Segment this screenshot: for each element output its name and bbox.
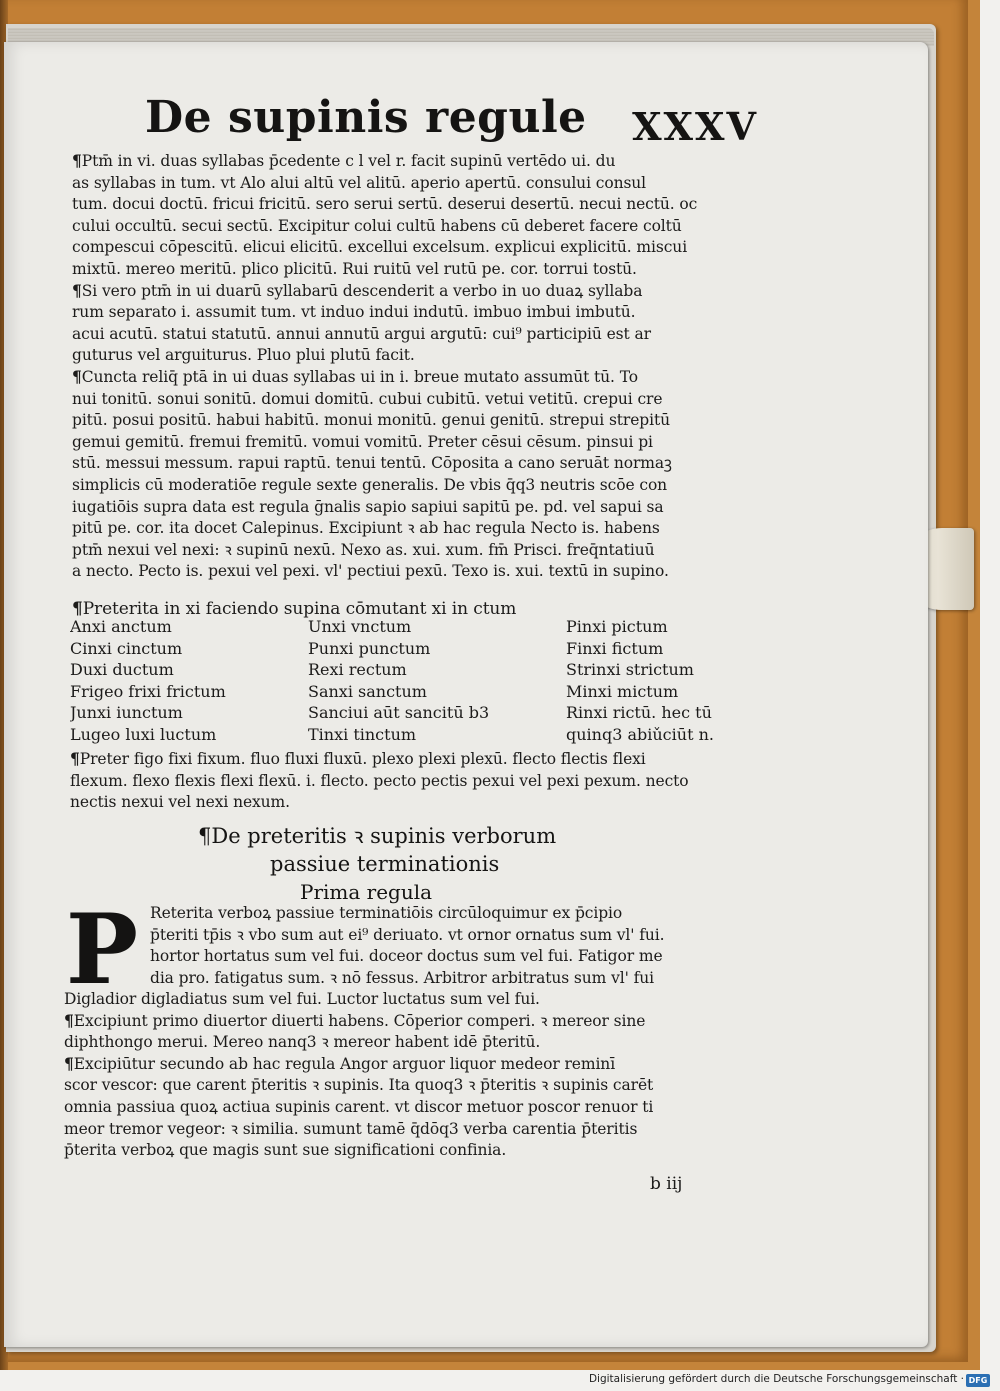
body-text-line: simplicis cū moderatiōe regule sexte generalis. De vbis q̄q3 neutris scōe con	[72, 476, 668, 494]
table-cell: Sanciui aūt sancitū b3	[308, 703, 490, 722]
paragraph-mark: ¶	[72, 599, 83, 619]
table-cell: Pinxi pictum	[566, 617, 668, 636]
page-heading: De supinis regule	[145, 92, 587, 143]
body-text-line: ¶Cuncta reliq̄ ptā in ui duas syllabas ui in i. breue mutato assumūt tū. To	[72, 367, 638, 386]
table-cell: Sanxi sanctum	[308, 681, 427, 701]
table-cell: Tinxi tinctum	[308, 724, 417, 744]
body-text-line: cului occultū. secui sectū. Excipitur colui cultū habens cū deberet facere coltū	[72, 216, 682, 235]
table-cell: Junxi iunctum	[70, 703, 183, 722]
footer-credit: Digitalisierung gefördert durch die Deutsche Forschungsgemeinschaft ·	[588, 1373, 964, 1385]
signature-mark: b iij	[650, 1174, 683, 1194]
paragraph-mark: ¶	[64, 1053, 74, 1073]
section-heading-line1: ¶De preteritis ꝛ supinis verborum	[198, 824, 557, 848]
body-text-line: pitū. posui positū. habui habitū. monui monitū. genui genitū. strepui strepitū	[72, 411, 671, 430]
body-text-line: as syllabas in tum. vt Alo alui altū vel alitū. aperio apertū. consului consul	[72, 173, 647, 192]
paragraph-mark: ¶	[70, 749, 80, 768]
table-cell: Minxi mictum	[566, 681, 679, 701]
table-cell: quinq3 abiǔciūt n.	[566, 724, 714, 744]
dfg-logo: DFG	[966, 1374, 990, 1387]
paragraph-mark: ¶	[72, 367, 82, 386]
section-heading-line2: passiue terminationis	[270, 852, 500, 876]
table-cell: Unxi vnctum	[308, 617, 412, 636]
body-text-line: hortor hortatus sum vel fui. doceor doctus sum vel fui. Fatigor me	[150, 947, 663, 966]
body-text-line: nui tonitū. sonui sonitū. domui domitū. cubui cubitū. vetui vetitū. crepui cre	[72, 389, 663, 408]
section-heading-line3: Prima regula	[300, 880, 433, 904]
drop-capital: P	[65, 893, 139, 1006]
table-cell: Rexi rectum	[308, 660, 407, 679]
table-title: ¶Preterita in xi faciendo supina cōmutant xi in ctum	[72, 599, 517, 619]
body-text-line: scor vescor: que carent p̄teritis ꝛ supinis. Ita quoq3 ꝛ p̄teritis ꝛ supinis carēt	[64, 1076, 654, 1095]
body-text-line: flexum. flexo flexis flexi flexū. i. flecto. pecto pectis pexui vel pexi pexum. necto	[70, 771, 689, 790]
paragraph-mark: ¶	[64, 1010, 74, 1030]
table-cell: Frigeo frixi frictum	[70, 681, 226, 701]
folio-number: XXXV	[632, 104, 758, 149]
body-text-line: stū. messui messum. rapui raptū. tenui tentū. Cōposita a cano seruāt normaꝫ	[72, 454, 672, 473]
body-text-line: guturus vel arguiturus. Pluo plui plutū facit.	[72, 346, 415, 365]
paragraph-mark: ¶	[72, 151, 82, 170]
table-cell: Punxi punctum	[308, 638, 431, 658]
body-text-line: ¶Ptm̄ in vi. duas syllabas p̄cedente c l vel r. facit supinū vertēdo ui. du	[72, 151, 616, 170]
body-text-line: tum. docui doctū. fricui fricitū. sero serui sertū. deserui desertū. necui nectū. oc	[72, 195, 698, 214]
paragraph-mark: ¶	[72, 280, 82, 300]
body-text-line: diphthongo merui. Mereo nanq3 ꝛ mereor habent idē p̄teritū.	[64, 1033, 541, 1052]
body-text-line: a necto. Pecto is. pexui vel pexi. vl' pectiui pexū. Texo is. xui. textū in supino.	[72, 562, 669, 581]
table-cell: Finxi fictum	[566, 638, 664, 658]
body-text-line: p̄teriti tp̄is ꝛ vbo sum aut ei⁹ deriuato. vt ornor ornatus sum vl' fui.	[150, 925, 665, 944]
table-cell: Cinxi cinctum	[70, 638, 183, 658]
body-text-line: Digladior digladiatus sum vel fui. Luctor luctatus sum vel fui.	[64, 990, 540, 1008]
body-text-line: nectis nexui vel nexi nexum.	[70, 793, 290, 811]
body-text-line: ¶Excipiūtur secundo ab hac regula Angor arguor liquor medeor reminī	[64, 1053, 616, 1073]
table-cell: Anxi anctum	[70, 617, 172, 636]
body-text-line: iugatiōis supra data est regula ḡnalis sapio sapiui sapitū pe. pd. vel sapui sa	[72, 497, 664, 516]
table-cell: Duxi ductum	[70, 660, 174, 679]
body-text-line: p̄terita verboꝝ que magis sunt sue significationi confinia.	[64, 1141, 507, 1160]
body-text-line: dia pro. fatigatus sum. ꝛ nō fessus. Arbitror arbitratus sum vl' fui	[150, 968, 654, 987]
table-cell: Rinxi rictū. hec tū	[566, 703, 712, 722]
table-cell: Lugeo luxi luctum	[70, 724, 217, 744]
body-text-line: ¶Preter figo fixi fixum. fluo fluxi fluxū. plexo plexi plexū. flecto flectis flexi	[70, 749, 646, 768]
table-cell: Strinxi strictum	[566, 660, 694, 679]
body-text-line: compescui cōpescitū. elicui elicitū. excellui excelsum. explicui explicitū. miscui	[72, 238, 688, 257]
body-text-line: gemui gemitū. fremui fremitū. vomui vomitū. Preter cēsui cēsum. pinsui pi	[72, 432, 653, 451]
body-text-line: Reterita verboꝝ passiue terminatiōis circūloquimur ex p̄cipio	[150, 904, 623, 922]
body-text-line: ptm̄ nexui vel nexi: ꝛ supinū nexū. Nexo as. xui. xum. fm̄ Prisci. freq̄ntatiuū	[72, 540, 655, 559]
body-text-line: ¶Excipiunt primo diuertor diuerti habens. Cōperior comperi. ꝛ mereor sine	[64, 1010, 646, 1030]
body-text-line: acui acutū. statui statutū. annui annutū argui argutū: cui⁹ participiū est ar	[72, 324, 651, 343]
body-text-line: omnia passiua quoꝝ actiua supinis carent. vt discor metuor poscor renuor ti	[64, 1098, 654, 1116]
body-text-line: mixtū. mereo meritū. plico plicitū. Rui ruitū vel rutū pe. cor. torrui tostū.	[72, 260, 637, 278]
body-text-line: ¶Si vero ptm̄ in ui duarū syllabarū descenderit a verbo in uo duaꝝ syllaba	[72, 280, 643, 300]
body-text-line: pitū pe. cor. ita docet Calepinus. Excipiunt ꝛ ab hac regula Necto is. habens	[72, 519, 660, 538]
body-text-line: meor tremor vegeor: ꝛ similia. sumunt tamē q̄dōq3 verba carentia p̄teritis	[64, 1119, 638, 1138]
body-text-line: rum separato i. assumit tum. vt induo indui indutū. imbuo imbui imbutū.	[72, 303, 636, 322]
